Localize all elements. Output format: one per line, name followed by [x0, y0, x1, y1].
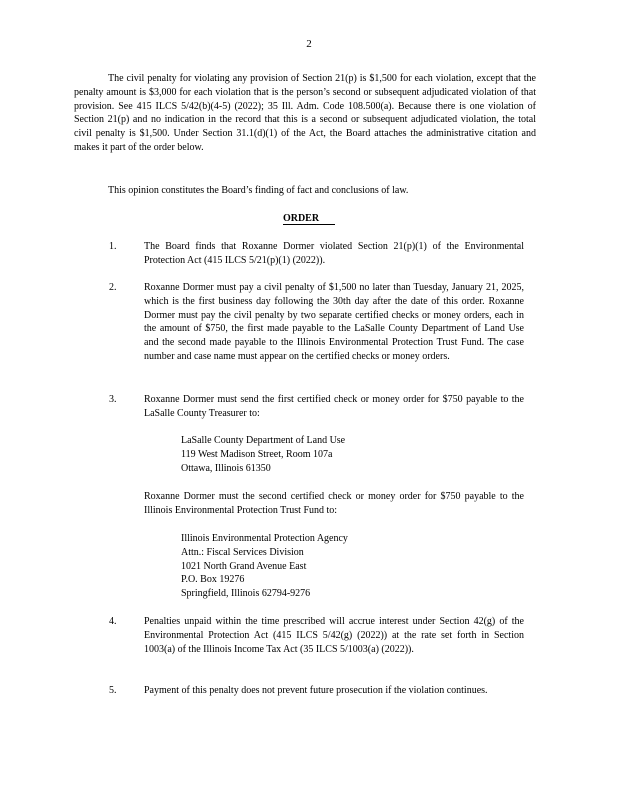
address-line: 1021 North Grand Avenue East	[181, 560, 307, 572]
item-number: 2.	[109, 282, 117, 293]
opinion-paragraph: This opinion constitutes the Board’s finding of fact and conclusions of law.	[108, 185, 409, 196]
county-address	[181, 434, 345, 475]
address-line: Springfield, Illinois 62794-9276	[181, 588, 311, 600]
order-heading: ORDER	[0, 213, 618, 225]
page-number: 2	[306, 38, 312, 50]
penalty-paragraph: The civil penalty for violating any provision of Section 21(p) is $1,500 for each violation, except that the penalty amount is $3,000 for each violation that is the person’s second or subsequent adjudicated violation of that provision. See 415 ILCS 5/42(b)(4-5) (2022); 35 Ill. Adm. Code 108.500(a). Because there is one violation of Section 21(p) and no indication in the record that this is a second or subsequent adjudicated violation, the total civil penalty is $1,500. Under Section 31.1(d)(1) of the Act, the Board attaches the administrative citation and makes it part of the order below.	[74, 73, 536, 153]
address-line: Ottawa, Illinois 61350	[181, 462, 271, 474]
item-number: 4.	[109, 616, 117, 627]
item-number: 5.	[109, 685, 117, 696]
item-number: 3.	[109, 394, 117, 405]
address-line: 119 West Madison Street, Room 107a	[181, 448, 333, 460]
iepa-address	[181, 532, 348, 601]
second-payment-paragraph: Roxanne Dormer must the second certified check or money order for $750 payable to the Illinois Environmental Protection Trust Fund to:	[144, 491, 524, 516]
item-text: Roxanne Dormer must pay a civil penalty of $1,500 no later than Tuesday, January 21, 2025, which is the first business day following the 30th day after the date of this order. Roxanne Dormer must pay the civil penalty by two separate certified checks or money orders, each in the amount of $750, the first made payable to the LaSalle County Department of Land Use and the second made payable to the Illinois Environmental Protection Trust Fund. The case number and case name must appear on the certified checks or money orders.	[144, 282, 524, 362]
address-line: LaSalle County Department of Land Use	[181, 435, 346, 446]
item-text: Penalties unpaid within the time prescribed will accrue interest under Section 42(g) of the Environmental Protection Act (415 ILCS 5/42(g) (2022)) at the rate set forth in Section 1003(a) of the Illinois Income Tax Act (35 ILCS 5/1003(a) (2022)).	[144, 616, 524, 655]
address-line: Illinois Environmental Protection Agency	[181, 533, 348, 544]
item-text: Roxanne Dormer must send the first certified check or money order for $750 payable to the LaSalle County Treasurer to:	[144, 394, 524, 419]
address-line: P.O. Box 19276	[181, 574, 245, 586]
item-text: Payment of this penalty does not prevent future prosecution if the violation continues.	[144, 685, 488, 696]
item-text: The Board finds that Roxanne Dormer violated Section 21(p)(1) of the Environmental Protection Act (415 ILCS 5/21(p)(1) (2022)).	[144, 241, 524, 266]
item-number: 1.	[109, 241, 117, 252]
address-line: Attn.: Fiscal Services Division	[181, 546, 304, 558]
